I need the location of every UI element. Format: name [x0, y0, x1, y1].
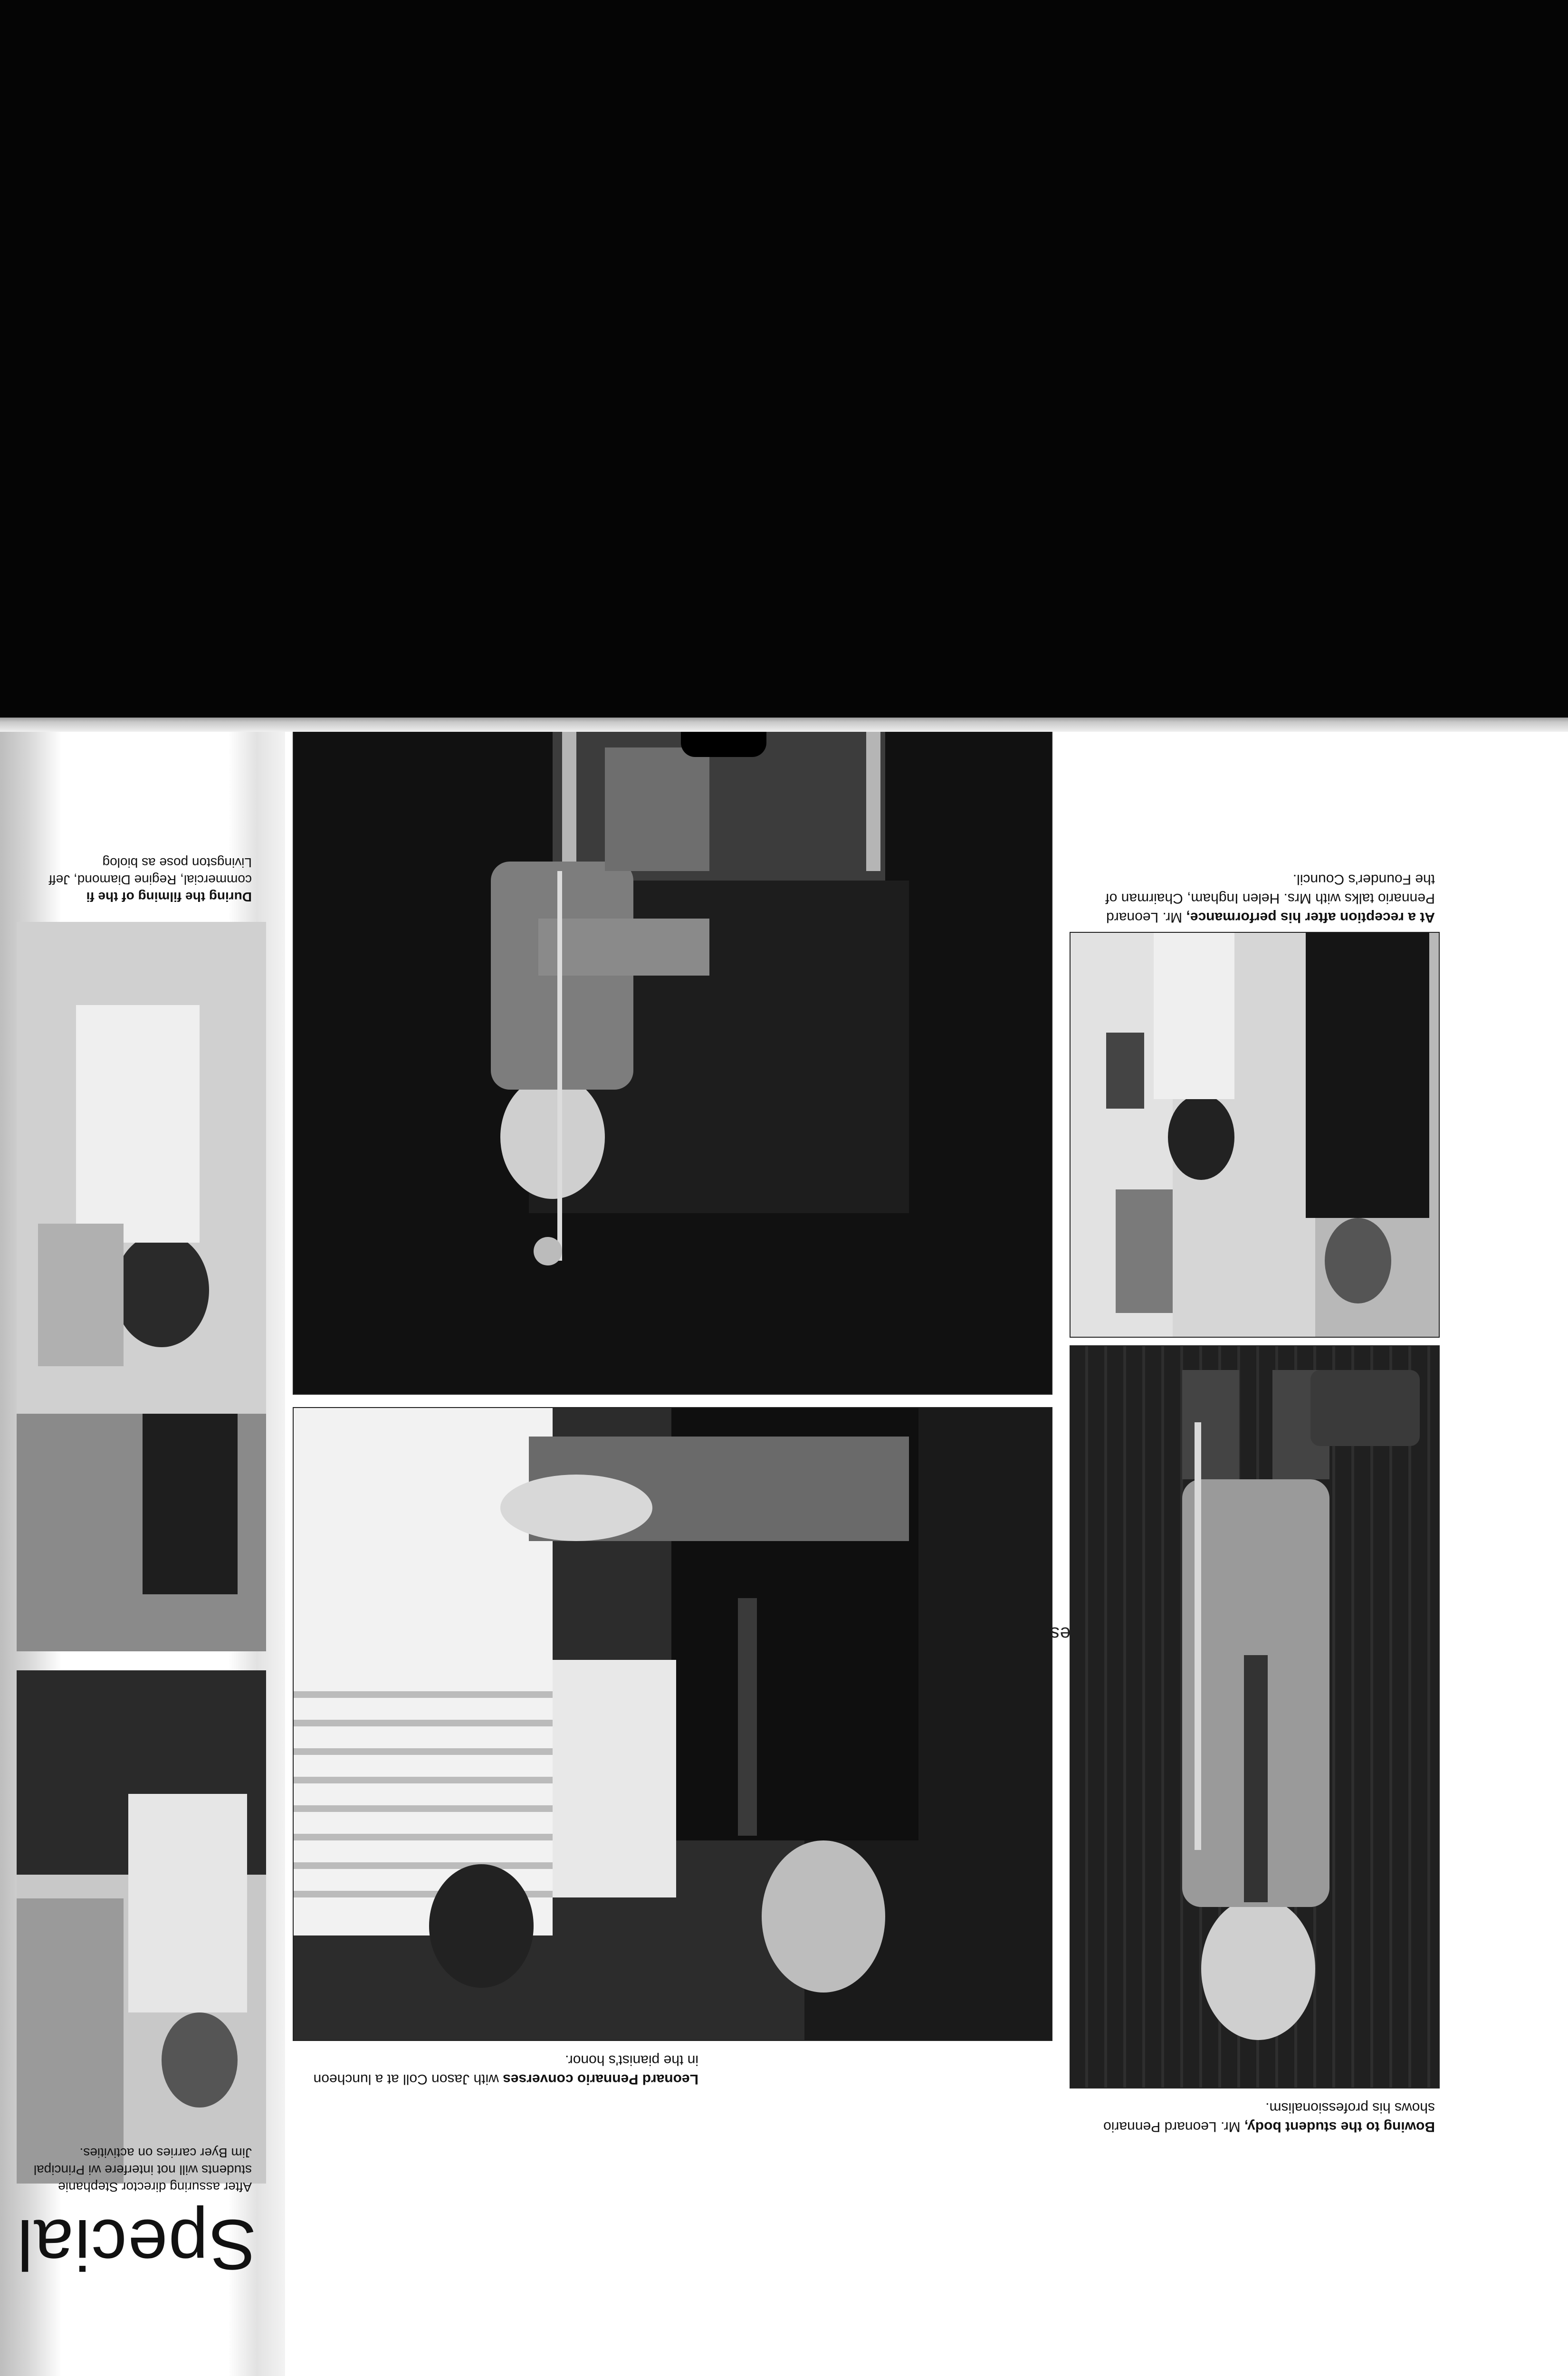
photo-principal-partial — [17, 1670, 266, 2184]
caption-filming-lead: During the filming of the fi — [86, 890, 252, 904]
luncheon-scene — [294, 1408, 1052, 2040]
caption-bowing — [1083, 2098, 1435, 2136]
caption-reception — [1083, 870, 1435, 927]
section-title: Special — [16, 2205, 257, 2285]
caption-bowing-lead: Bowing to the student body, — [1244, 2119, 1435, 2135]
caption-luncheon-lead: Leonard Pennario converses — [503, 2071, 698, 2087]
photo-filming-partial — [17, 922, 266, 1651]
photo-pianist-assembly — [293, 659, 1052, 1395]
filming-scene — [17, 922, 266, 1651]
book-edge — [0, 716, 1568, 732]
photo-luncheon — [293, 1407, 1052, 2041]
caption-luncheon-rest: with Jason Coll at a luncheon in the pianist's honor. — [313, 2052, 698, 2087]
caption-principal-partial: After assuring director Stephanie students will not interfere wi Principal Jim Byer carries on activities. — [33, 2146, 252, 2194]
assembly-scene — [294, 660, 1052, 1394]
reception-scene — [1071, 933, 1439, 1337]
caption-bowing-rest: Mr. Leonard Pennario shows his professionalism. — [1103, 2100, 1435, 2135]
caption-reception-lead: At a reception after his performance, — [1186, 910, 1435, 925]
back-cover — [0, 0, 1568, 718]
caption-filming-partial — [24, 854, 252, 905]
caption-filming-rest: commercial, Regine Diamond, Jeff Livingston pose as biolog — [48, 855, 252, 887]
principal-scene — [17, 1670, 266, 2184]
photo-pianist-bowing — [1070, 1345, 1440, 2089]
caption-reception-rest: Mr. Leonard Pennario talks with Mrs. Helen Ingham, Chairman of the Founder's Council. — [1105, 872, 1435, 925]
caption-luncheon — [309, 2050, 698, 2089]
photo-reception — [1070, 932, 1440, 1338]
bowing-scene — [1071, 1346, 1439, 2088]
